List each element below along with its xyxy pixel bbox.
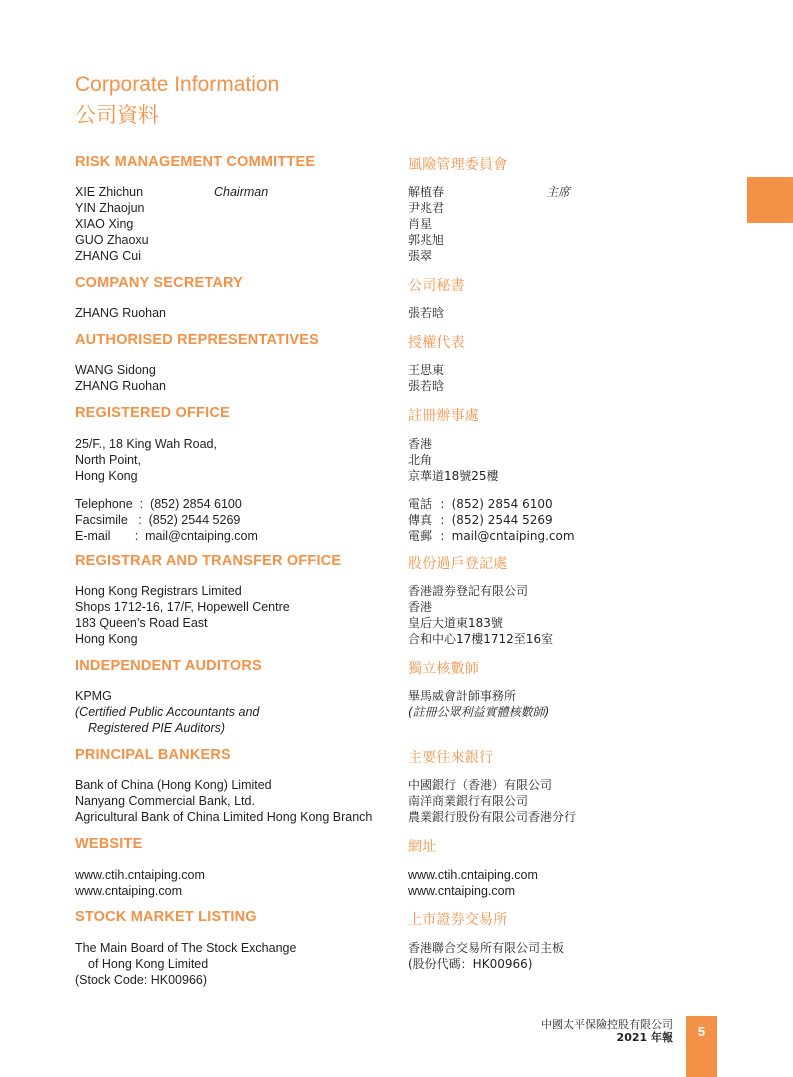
registrar-line: Hong Kong: [75, 632, 138, 646]
section-heading-listing-en: STOCK MARKET LISTING: [75, 909, 257, 925]
stock-code-zh: (股份代碼：HK00966): [408, 957, 533, 971]
member-name: XIE Zhichun: [75, 185, 144, 199]
member-name: YIN Zhaojun: [75, 201, 145, 215]
registrar-line: Hong Kong Registrars Limited: [75, 584, 242, 598]
address-line: Hong Kong: [75, 469, 138, 483]
telephone-line-zh: 電話 ：(852) 2854 6100: [408, 497, 553, 511]
member-name-zh: 張翠: [408, 249, 433, 263]
listing-line-zh: 香港聯合交易所有限公司主板: [408, 941, 565, 955]
role-chairman-zh: 主席: [546, 185, 571, 199]
section-heading-secretary-zh: 公司秘書: [408, 278, 465, 294]
section-heading-risk-en: RISK MANAGEMENT COMMITTEE: [75, 154, 316, 170]
section-heading-office-zh: 註冊辦事處: [408, 408, 479, 424]
section-heading-website-en: WEBSITE: [75, 836, 143, 852]
email-line[interactable]: E-mail : mail@cntaiping.com: [75, 529, 258, 543]
email-line-zh[interactable]: 電郵 ：mail@cntaiping.com: [408, 529, 575, 543]
listing-line: The Main Board of The Stock Exchange: [75, 941, 297, 955]
member-name-zh: 郭兆旭: [408, 233, 445, 247]
address-line-zh: 香港: [408, 437, 433, 451]
auditor-name-zh: 畢馬威會計師事務所: [408, 689, 517, 703]
rep-name: WANG Sidong: [75, 363, 156, 377]
website-link[interactable]: www.ctih.cntaiping.com: [75, 868, 205, 882]
banker-line: Bank of China (Hong Kong) Limited: [75, 778, 272, 792]
website-link[interactable]: www.cntaiping.com: [75, 884, 182, 898]
banker-line: Agricultural Bank of China Limited Hong Kong Branch: [75, 810, 373, 824]
section-heading-listing-zh: 上市證券交易所: [408, 912, 508, 928]
address-line: North Point,: [75, 453, 142, 467]
address-line: 25/F., 18 King Wah Road,: [75, 437, 217, 451]
facsimile-line: Facsimile : (852) 2544 5269: [75, 513, 241, 527]
member-name-zh: 肖星: [408, 217, 433, 231]
section-heading-website-zh: 網址: [408, 839, 437, 855]
address-line-zh: 北角: [408, 453, 433, 467]
footer-company: 中國太平保險控股有限公司: [541, 1018, 673, 1031]
stock-code: (Stock Code: HK00966): [75, 973, 208, 987]
listing-line: of Hong Kong Limited: [88, 957, 209, 971]
address-line-zh: 京華道18號25樓: [408, 469, 499, 483]
page-title-en: Corporate Information: [75, 73, 280, 96]
section-heading-bankers-zh: 主要往來銀行: [408, 750, 494, 766]
registrar-line-zh: 香港證券登記有限公司: [408, 584, 529, 598]
member-name: GUO Zhaoxu: [75, 233, 149, 247]
auditor-note: Registered PIE Auditors): [88, 721, 226, 735]
member-name-zh: 尹兆君: [408, 201, 445, 215]
side-tab-marker: [747, 177, 793, 223]
member-name: XIAO Xing: [75, 217, 134, 231]
section-heading-risk-zh: 風險管理委員會: [408, 157, 508, 173]
registrar-line: Shops 1712-16, 17/F, Hopewell Centre: [75, 600, 290, 614]
banker-line: Nanyang Commercial Bank, Ltd.: [75, 794, 255, 808]
section-heading-secretary-en: COMPANY SECRETARY: [75, 275, 244, 291]
website-link-zh[interactable]: www.ctih.cntaiping.com: [408, 868, 538, 882]
registrar-line-zh: 合和中心17樓1712至16室: [408, 632, 554, 646]
banker-line-zh: 南洋商業銀行有限公司: [408, 794, 529, 808]
section-heading-bankers-en: PRINCIPAL BANKERS: [75, 747, 231, 763]
section-heading-auditors-en: INDEPENDENT AUDITORS: [75, 658, 262, 674]
member-name: ZHANG Cui: [75, 249, 141, 263]
rep-name-zh: 張若晗: [408, 379, 445, 393]
secretary-name: ZHANG Ruohan: [75, 306, 167, 320]
registrar-line-zh: 香港: [408, 600, 433, 614]
auditor-note-zh: (註冊公眾利益實體核數師): [408, 705, 550, 719]
secretary-name-zh: 張若晗: [408, 306, 445, 320]
section-heading-reps-zh: 授權代表: [408, 335, 465, 351]
rep-name-zh: 王思東: [408, 363, 445, 377]
rep-name: ZHANG Ruohan: [75, 379, 167, 393]
auditor-note: (Certified Public Accountants and: [75, 705, 260, 719]
auditor-name: KPMG: [75, 689, 112, 703]
member-name-zh: 解植春: [408, 185, 445, 199]
section-heading-reps-en: AUTHORISED REPRESENTATIVES: [75, 332, 319, 348]
section-heading-registrar-zh: 股份過戶登記處: [408, 556, 508, 572]
registrar-line: 183 Queen’s Road East: [75, 616, 208, 630]
section-heading-auditors-zh: 獨立核數師: [408, 661, 479, 677]
registrar-line-zh: 皇后大道東183號: [408, 616, 503, 630]
page-number-box: [686, 1016, 717, 1077]
website-link-zh[interactable]: www.cntaiping.com: [408, 884, 515, 898]
banker-line-zh: 農業銀行股份有限公司香港分行: [408, 810, 577, 824]
page-number: 5: [697, 1024, 706, 1039]
footer-report-year: 2021 年報: [616, 1031, 673, 1044]
banker-line-zh: 中國銀行（香港）有限公司: [408, 778, 553, 792]
role-chairman: Chairman: [214, 185, 269, 199]
page-title-zh: 公司資料: [75, 103, 159, 127]
section-heading-office-en: REGISTERED OFFICE: [75, 405, 230, 421]
facsimile-line-zh: 傳真 ：(852) 2544 5269: [408, 513, 553, 527]
telephone-line: Telephone : (852) 2854 6100: [75, 497, 242, 511]
section-heading-registrar-en: REGISTRAR AND TRANSFER OFFICE: [75, 553, 342, 569]
